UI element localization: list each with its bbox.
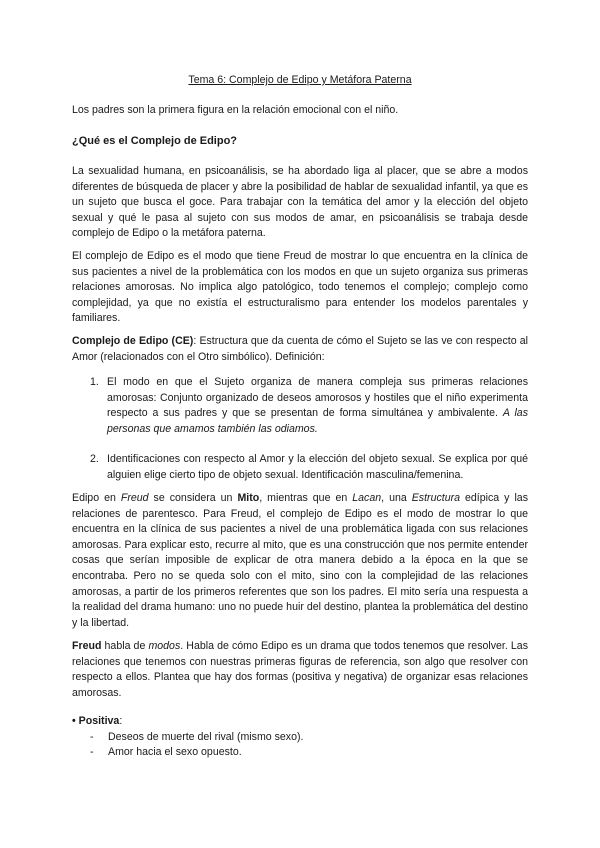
text-span: Edipo en xyxy=(72,492,121,504)
mito-bold: Mito xyxy=(237,492,260,504)
lacan-italic: Lacan xyxy=(352,492,382,504)
list-item xyxy=(72,730,528,746)
paragraph-mito xyxy=(72,491,528,631)
paragraph-modos xyxy=(72,639,528,701)
document-title: Tema 6: Complejo de Edipo y Metáfora Paterna xyxy=(188,74,412,86)
list-item-text: El modo en que el Sujeto organiza de manera compleja sus primeras relaciones amorosas: Conjunto organizado de deseos amorosos y hostiles que el niño experimenta respecto a sus padres y que se presentan de forma simultánea y ambivalente. xyxy=(107,376,528,420)
paragraph-sexualidad-text: La sexualidad humana, en psicoanálisis, se ha abordado liga al placer, que se abre a modos diferentes de búsqueda de placer y abre la posibilidad de hablar de sexualidad infantil, ya que es un sujeto que busca el goce. Para trabajar con la temática del amor y la elección del objeto sexual y qué le pasa al sujeto con sus modos de amar, en psicoanálisis se trabaja desde complejo de Edipo o la metáfora paterna. xyxy=(72,165,528,240)
list-item-text: Deseos de muerte del rival (mismo sexo). xyxy=(108,730,304,743)
positiva-heading xyxy=(72,714,528,730)
ce-term: Complejo de Edipo (CE) xyxy=(72,335,194,347)
list-item-number: 2. xyxy=(90,453,99,466)
positiva-colon: : xyxy=(119,715,123,727)
list-item-text: Identificaciones con respecto al Amor y la elección del objeto sexual. Se explica por qué alguien elige cierto tipo de objeto sexual. Identificación masculina/femenina. xyxy=(107,453,528,481)
section-heading: ¿Qué es el Complejo de Edipo? xyxy=(72,135,238,147)
paragraph-modos-text xyxy=(72,639,528,701)
ce-definition-text xyxy=(72,334,528,365)
positiva-label: Positiva xyxy=(78,715,120,727)
section-heading-block xyxy=(72,134,528,150)
paragraph-sexualidad xyxy=(72,164,528,242)
freud-bold: Freud xyxy=(72,640,102,652)
freud-italic: Freud xyxy=(120,492,149,504)
list-item xyxy=(72,375,528,437)
paragraph-complejo xyxy=(72,249,528,327)
intro-paragraph xyxy=(72,103,528,119)
list-item-italic: A las personas que amamos también las odiamos. xyxy=(107,407,528,435)
modos-italic: modos xyxy=(148,640,181,652)
ce-definition-paragraph xyxy=(72,334,528,365)
text-span: edípica y las relaciones de parentesco. Para Freud, el complejo de Edipo es el modo de mostrar lo que encuentra en la clínica de sus pacientes a nivel de una problemática ligada con sus relaciones amorosas. Para explicar esto, recurre al mito, que es una construcción que nos permite entender cosas que serían imposible de explicar de otra manera debido a la época en la que se encontraba. Pero no se queda solo con el mito, sino con la complejidad de las relaciones amorosas, a partir de los primeros referentes que son los padres. El mito sería una respuesta a la realidad del drama humano: uno no puede huir del destino, plantea la problemática del destino y la libertad. xyxy=(72,492,528,629)
text-span: se considera un xyxy=(148,492,238,504)
paragraph-mito-text xyxy=(72,491,528,631)
intro-text: Los padres son la primera figura en la relación emocional con el niño. xyxy=(72,104,399,116)
text-span: , mientras que en xyxy=(259,492,353,504)
text-span: habla de xyxy=(101,640,149,652)
list-item xyxy=(72,452,528,483)
list-item-number: 1. xyxy=(90,376,99,388)
estructura-italic: Estructura xyxy=(411,492,461,504)
definition-list xyxy=(72,375,528,484)
dash-icon: - xyxy=(90,730,94,743)
list-item xyxy=(72,745,528,761)
paragraph-complejo-text: El complejo de Edipo es el modo que tiene Freud de mostrar lo que encuentra en la clínica de sus pacientes a nivel de la problemática con los modos en que un sujeto organiza sus primeras relaciones amorosas. No implica algo patológico, todo tenemos el complejo; complejo como complejidad, ya que no existía el estructuralismo para entender los modelos parentales y familiares. xyxy=(72,250,528,325)
list-item-text: Amor hacia el sexo opuesto. xyxy=(108,746,242,759)
positiva-section xyxy=(72,714,528,761)
text-span: , una xyxy=(381,492,412,504)
bullet-icon: • xyxy=(72,715,76,727)
text-span: . Habla de cómo Edipo es un drama que todos tenemos que resolver. Las relaciones que tenemos con nuestras primeras figuras de referencia, son algo que resolver con respecto a ellos. Plantea que hay dos formas (positiva y negativa) de organizar esas relaciones amorosas. xyxy=(72,640,528,699)
ce-definition: : Estructura que da cuenta de cómo el Sujeto se las ve con respecto al Amor (relacionados con el Otro simbólico). Definición: xyxy=(72,335,528,363)
dash-icon: - xyxy=(90,746,94,759)
